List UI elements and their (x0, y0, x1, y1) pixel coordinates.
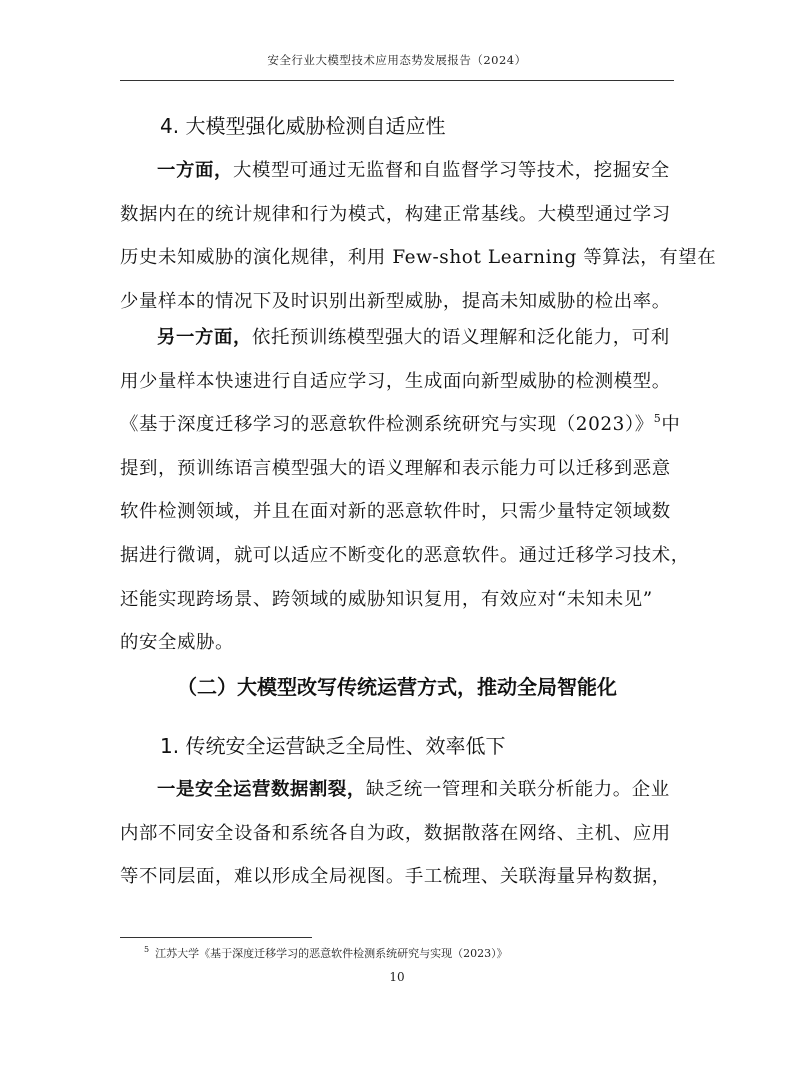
paragraph-line: 依托预训练模型强大的语义理解和泛化能力，可利 (251, 327, 670, 348)
footnote-number: 5 (144, 945, 150, 954)
paragraph-one-hand (120, 149, 717, 323)
subsection-heading-4: 4. 大模型强化威胁检测自适应性 (160, 114, 446, 138)
subsection-heading-1: 1. 传统安全运营缺乏全局性、效率低下 (160, 734, 506, 758)
paragraph-line: 缺乏统一管理和关联分析能力。企业 (365, 779, 670, 800)
paragraph-line: 的安全威胁。 (120, 632, 234, 654)
paragraph-first-issue (120, 768, 674, 899)
footnote (144, 945, 508, 961)
running-header: 安全行业大模型技术应用态势发展报告（2024） (267, 53, 527, 67)
paragraph-line: 等不同层面，难以形成全局视图。手工梳理、关联海量异构数据， (120, 866, 671, 888)
footnote-reference[interactable]: 5 (653, 412, 662, 426)
paragraph-line: 历史未知威胁的演化规律，利用 Few-shot Learning 等算法，有望在 (120, 247, 717, 269)
paragraph-line: 内部不同安全设备和系统各自为政，数据散落在网络、主机、应用 (120, 822, 671, 844)
paragraph-line: 据进行微调，就可以适应不断变化的恶意软件。通过迁移学习技术， (120, 544, 690, 566)
footnote-rule (120, 937, 312, 938)
paragraph-line: 提到，预训练语言模型强大的语义理解和表示能力可以迁移到恶意 (120, 457, 671, 479)
citation-title: 《基于深度迁移学习的恶意软件检测系统研究与实现（2023）》 (120, 414, 654, 436)
paragraph-lead: 一方面， (157, 160, 233, 181)
paragraph-line: 用少量样本快速进行自适应学习，生成面向新型威胁的检测模型。 (120, 370, 671, 392)
footnote-text: 江苏大学《基于深度迁移学习的恶意软件检测系统研究与实现（2023）》 (155, 947, 508, 960)
section-heading-2: （二）大模型改写传统运营方式，推动全局智能化 (177, 675, 617, 699)
paragraph-line: 中 (661, 414, 681, 436)
paragraph-lead: 一是安全运营数据割裂， (157, 779, 366, 800)
paragraph-lead: 另一方面， (157, 327, 252, 348)
page-number: 10 (389, 970, 405, 984)
paragraph-line: 软件检测领域，并且在面对新的恶意软件时，只需少量特定领域数 (120, 501, 671, 523)
paragraph-line: 还能实现跨场景、跨领域的威胁知识复用，有效应对“未知未见” (120, 588, 653, 610)
paragraph-other-hand (120, 316, 690, 665)
paragraph-line: 大模型可通过无监督和自监督学习等技术，挖掘安全 (232, 160, 670, 181)
paragraph-line: 少量样本的情况下及时识别出新型威胁，提高未知威胁的检出率。 (120, 290, 671, 312)
paragraph-line: 数据内在的统计规律和行为模式，构建正常基线。大模型通过学习 (120, 203, 671, 225)
header-rule (120, 80, 674, 81)
